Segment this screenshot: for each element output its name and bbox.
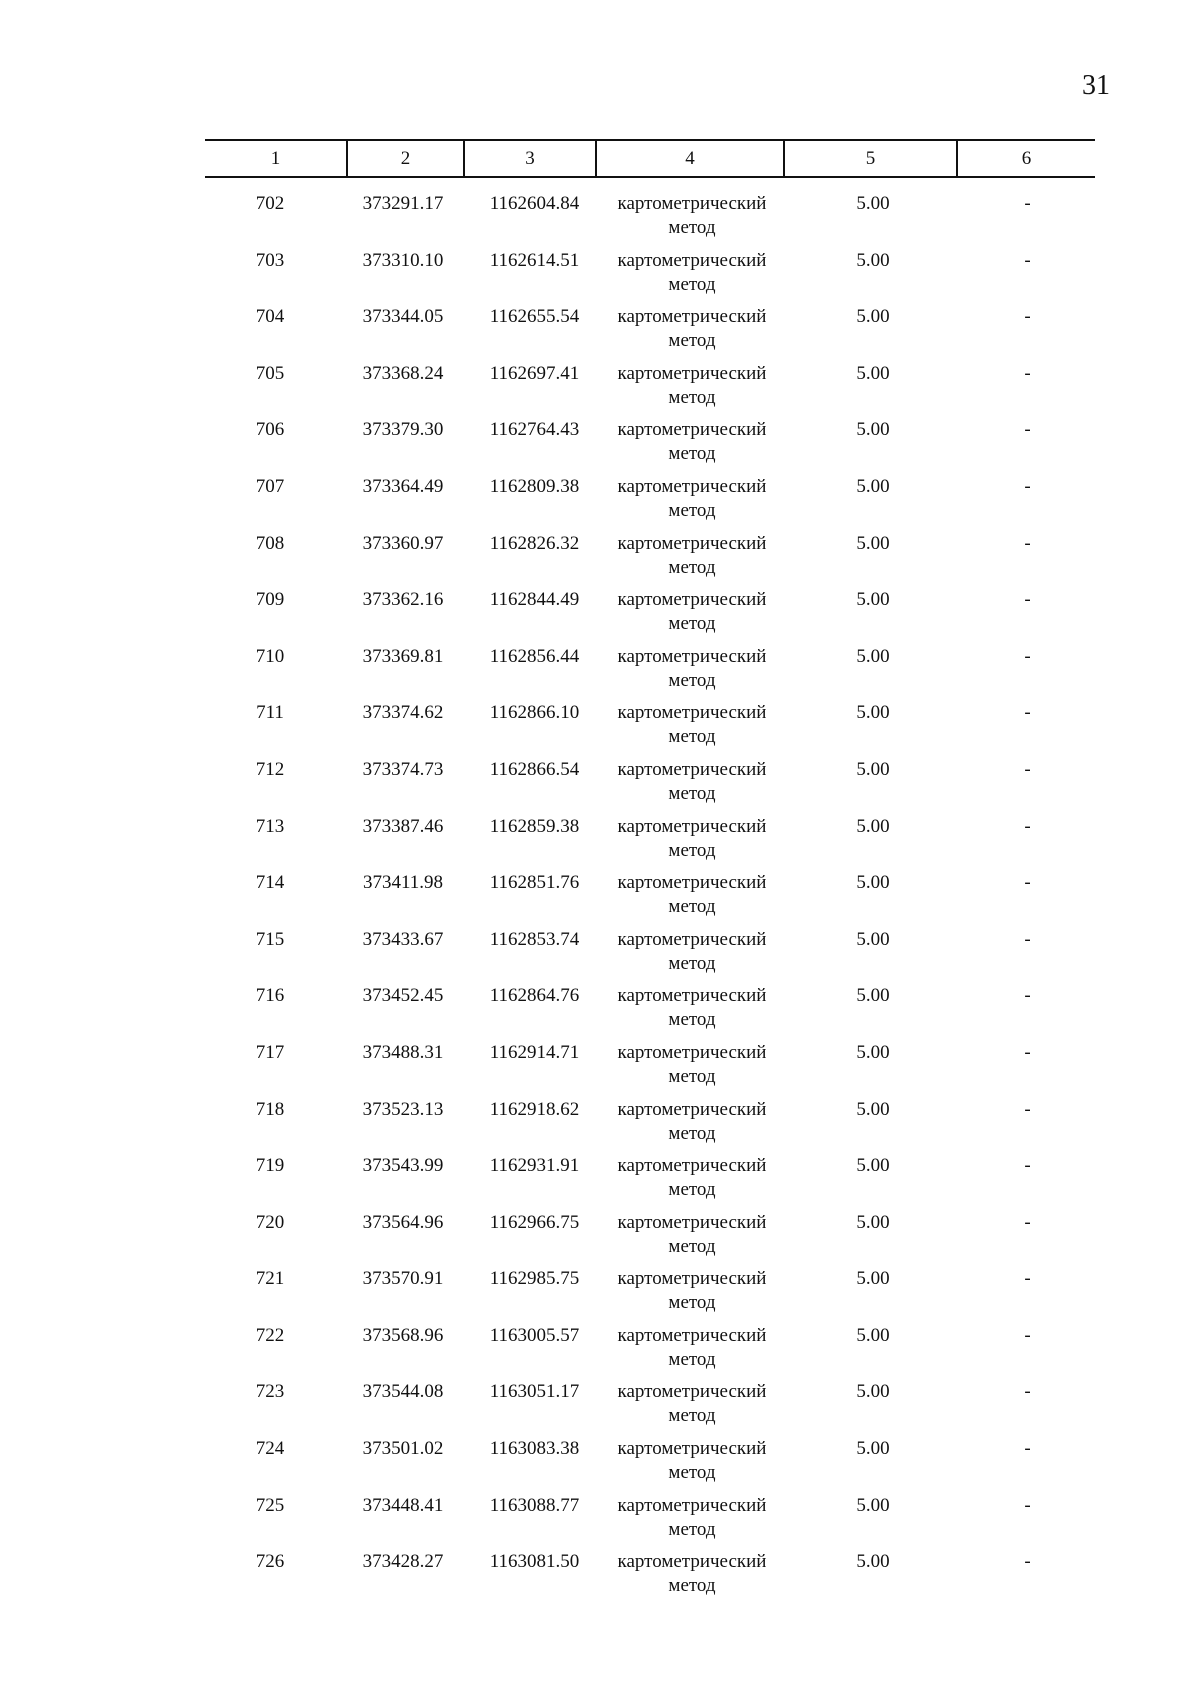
table-row (205, 815, 1095, 872)
table-row (205, 1550, 1095, 1607)
y-coordinate-cell: 1162614.51 (489, 249, 580, 271)
note-cell: - (1024, 758, 1031, 780)
method-line: метод (668, 1235, 716, 1257)
header-col-5: 5 (865, 148, 876, 169)
point-number-cell: 702 (255, 193, 285, 214)
x-coordinate-cell: 373543.99 (362, 1155, 444, 1177)
table-row (205, 1494, 1095, 1551)
method-line: метод (668, 217, 716, 238)
point-number-cell: 706 (255, 419, 285, 441)
method-line: метод (668, 1575, 716, 1597)
y-coordinate-cell: 1162764.43 (489, 419, 580, 441)
x-coordinate-cell: 373501.02 (362, 1438, 444, 1460)
method-line: картометрический (617, 985, 767, 1007)
point-number-cell: 721 (255, 1268, 285, 1290)
point-number-cell: 713 (255, 815, 285, 837)
method-cell (598, 928, 786, 976)
y-coordinate-cell: 1163083.38 (489, 1438, 580, 1460)
method-line: картометрический (617, 362, 767, 384)
table-row (205, 305, 1095, 362)
note-cell: - (1024, 1155, 1031, 1177)
point-number-cell: 711 (256, 702, 284, 724)
method-cell (598, 362, 786, 410)
method-cell (598, 1324, 786, 1372)
y-coordinate-cell: 1162931.91 (489, 1155, 580, 1177)
accuracy-cell: 5.00 (856, 815, 890, 837)
x-coordinate-cell: 373448.41 (362, 1494, 444, 1516)
note-cell: - (1024, 815, 1031, 837)
point-number-cell: 714 (255, 872, 285, 894)
accuracy-cell: 5.00 (856, 1551, 890, 1573)
method-cell (598, 984, 786, 1032)
y-coordinate-cell: 1162844.49 (489, 589, 580, 611)
method-line: метод (668, 1065, 716, 1087)
method-line: метод (668, 443, 716, 465)
x-coordinate-cell: 373291.17 (362, 193, 444, 214)
method-cell (598, 588, 786, 636)
accuracy-cell: 5.00 (856, 249, 890, 271)
note-cell: - (1024, 928, 1031, 950)
y-coordinate-cell: 1162918.62 (489, 1098, 580, 1120)
method-cell (598, 1267, 786, 1315)
x-coordinate-cell: 373379.30 (362, 419, 444, 441)
header-col-2: 2 (400, 148, 411, 169)
method-line: метод (668, 273, 716, 295)
method-line: картометрический (617, 1551, 767, 1573)
y-coordinate-cell: 1163081.50 (489, 1551, 580, 1573)
method-line: картометрический (617, 758, 767, 780)
method-line: картометрический (617, 193, 767, 214)
accuracy-cell: 5.00 (856, 1324, 890, 1346)
note-cell: - (1024, 1438, 1031, 1460)
method-line: картометрический (617, 1041, 767, 1063)
method-line: картометрический (617, 1098, 767, 1120)
x-coordinate-cell: 373387.46 (362, 815, 444, 837)
point-number-cell: 715 (255, 928, 285, 950)
method-line: картометрический (617, 1155, 767, 1177)
accuracy-cell: 5.00 (856, 702, 890, 724)
method-cell (598, 1380, 786, 1428)
method-line: метод (668, 1009, 716, 1031)
table-row (205, 984, 1095, 1041)
note-cell: - (1024, 1551, 1031, 1573)
accuracy-cell: 5.00 (856, 475, 890, 497)
table-row (205, 1211, 1095, 1268)
y-coordinate-cell: 1162826.32 (489, 532, 580, 554)
x-coordinate-cell: 373433.67 (362, 928, 444, 950)
method-cell (598, 701, 786, 749)
point-number-cell: 717 (255, 1041, 285, 1063)
method-line: картометрический (617, 589, 767, 611)
table-row (205, 1154, 1095, 1211)
header-col-4: 4 (685, 148, 695, 169)
point-number-cell: 709 (255, 589, 285, 611)
y-coordinate-cell: 1162914.71 (489, 1041, 580, 1063)
accuracy-cell: 5.00 (856, 1494, 890, 1516)
method-line: метод (668, 1348, 716, 1370)
method-line: картометрический (617, 1494, 767, 1516)
note-cell: - (1024, 306, 1031, 328)
method-line: метод (668, 839, 716, 861)
accuracy-cell: 5.00 (856, 1041, 890, 1063)
accuracy-cell: 5.00 (856, 985, 890, 1007)
method-line: метод (668, 669, 716, 691)
x-coordinate-cell: 373564.96 (362, 1211, 444, 1233)
method-line: картометрический (617, 1211, 767, 1233)
y-coordinate-cell: 1162985.75 (489, 1268, 580, 1290)
accuracy-cell: 5.00 (856, 589, 890, 611)
x-coordinate-cell: 373488.31 (362, 1041, 444, 1063)
y-coordinate-cell: 1162697.41 (489, 362, 580, 384)
method-line: метод (668, 330, 716, 352)
method-cell (598, 758, 786, 806)
x-coordinate-cell: 373369.81 (362, 645, 444, 667)
method-cell (598, 475, 786, 523)
x-coordinate-cell: 373452.45 (362, 985, 444, 1007)
table-row (205, 1380, 1095, 1437)
point-number-cell: 718 (255, 1098, 285, 1120)
table-row (205, 418, 1095, 475)
point-number-cell: 719 (255, 1155, 285, 1177)
table-row (205, 928, 1095, 985)
note-cell: - (1024, 362, 1031, 384)
table-row (205, 871, 1095, 928)
note-cell: - (1024, 475, 1031, 497)
method-line: картометрический (617, 928, 767, 950)
method-line: метод (668, 782, 716, 804)
x-coordinate-cell: 373411.98 (362, 872, 444, 894)
accuracy-cell: 5.00 (856, 1268, 890, 1290)
accuracy-cell: 5.00 (856, 532, 890, 554)
note-cell: - (1024, 419, 1031, 441)
accuracy-cell: 5.00 (856, 758, 890, 780)
method-cell (598, 1211, 786, 1259)
method-cell (598, 1550, 786, 1598)
x-coordinate-cell: 373360.97 (362, 532, 444, 554)
method-line: картометрический (617, 872, 767, 894)
point-number-cell: 716 (255, 985, 285, 1007)
x-coordinate-cell: 373368.24 (362, 362, 444, 384)
note-cell: - (1024, 589, 1031, 611)
y-coordinate-cell: 1162866.54 (489, 758, 580, 780)
point-number-cell: 705 (255, 362, 285, 384)
method-cell (598, 1437, 786, 1485)
point-number-cell: 725 (255, 1494, 285, 1516)
method-line: картометрический (617, 1438, 767, 1460)
method-cell (598, 1041, 786, 1089)
table-row (205, 192, 1095, 249)
header-col-1: 1 (270, 148, 281, 169)
point-number-cell: 703 (255, 249, 285, 271)
accuracy-cell: 5.00 (856, 419, 890, 441)
note-cell: - (1024, 645, 1031, 667)
x-coordinate-cell: 373374.73 (362, 758, 444, 780)
point-number-cell: 708 (255, 532, 285, 554)
method-line: картометрический (617, 1381, 767, 1403)
method-cell (598, 1494, 786, 1542)
note-cell: - (1024, 193, 1031, 214)
method-cell (598, 249, 786, 297)
y-coordinate-cell: 1162856.44 (489, 645, 580, 667)
method-line: картометрический (617, 475, 767, 497)
method-line: картометрический (617, 815, 767, 837)
page-number: 31 (1082, 70, 1110, 101)
note-cell: - (1024, 1041, 1031, 1063)
method-line: картометрический (617, 306, 767, 328)
x-coordinate-cell: 373523.13 (362, 1098, 444, 1120)
point-number-cell: 726 (255, 1551, 285, 1573)
method-line: метод (668, 613, 716, 635)
y-coordinate-cell: 1163051.17 (489, 1381, 580, 1403)
x-coordinate-cell: 373362.16 (362, 589, 444, 611)
x-coordinate-cell: 373310.10 (362, 249, 444, 271)
table-row (205, 701, 1095, 758)
note-cell: - (1024, 1211, 1031, 1233)
y-coordinate-cell: 1162866.10 (489, 702, 580, 724)
note-cell: - (1024, 1494, 1031, 1516)
x-coordinate-cell: 373428.27 (362, 1551, 444, 1573)
accuracy-cell: 5.00 (856, 193, 890, 214)
point-number-cell: 710 (255, 645, 285, 667)
method-line: картометрический (617, 645, 767, 667)
table-row (205, 1267, 1095, 1324)
point-number-cell: 707 (255, 475, 285, 497)
accuracy-cell: 5.00 (856, 872, 890, 894)
x-coordinate-cell: 373570.91 (362, 1268, 444, 1290)
y-coordinate-cell: 1162604.84 (489, 193, 580, 214)
point-number-cell: 723 (255, 1381, 285, 1403)
y-coordinate-cell: 1162864.76 (489, 985, 580, 1007)
point-number-cell: 722 (255, 1324, 285, 1346)
header-col-6: 6 (1021, 148, 1032, 169)
method-cell (598, 305, 786, 353)
table-row (205, 475, 1095, 532)
y-coordinate-cell: 1162859.38 (489, 815, 580, 837)
method-cell (598, 815, 786, 863)
x-coordinate-cell: 373364.49 (362, 475, 444, 497)
method-line: картометрический (617, 1324, 767, 1346)
table-row (205, 532, 1095, 589)
point-number-cell: 720 (255, 1211, 285, 1233)
method-line: метод (668, 386, 716, 408)
method-line: метод (668, 726, 716, 748)
point-number-cell: 724 (255, 1438, 285, 1460)
table-row (205, 1041, 1095, 1098)
method-cell (598, 871, 786, 919)
method-line: метод (668, 1292, 716, 1314)
table-row (205, 645, 1095, 702)
method-cell (598, 1098, 786, 1146)
accuracy-cell: 5.00 (856, 645, 890, 667)
method-line: метод (668, 499, 716, 521)
method-cell (598, 532, 786, 580)
method-cell (598, 1154, 786, 1202)
table-row (205, 362, 1095, 419)
note-cell: - (1024, 1381, 1031, 1403)
accuracy-cell: 5.00 (856, 1381, 890, 1403)
method-line: картометрический (617, 419, 767, 441)
accuracy-cell: 5.00 (856, 1438, 890, 1460)
note-cell: - (1024, 1268, 1031, 1290)
method-line: метод (668, 1518, 716, 1540)
table-header (205, 139, 1095, 178)
table-body (205, 192, 1095, 1607)
method-cell (598, 645, 786, 693)
y-coordinate-cell: 1162851.76 (489, 872, 580, 894)
table-row (205, 1437, 1095, 1494)
method-line: картометрический (617, 702, 767, 724)
note-cell: - (1024, 985, 1031, 1007)
accuracy-cell: 5.00 (856, 1155, 890, 1177)
method-cell (598, 192, 786, 240)
point-number-cell: 712 (255, 758, 285, 780)
y-coordinate-cell: 1162655.54 (489, 306, 580, 328)
method-line: метод (668, 1462, 716, 1484)
accuracy-cell: 5.00 (856, 362, 890, 384)
accuracy-cell: 5.00 (856, 928, 890, 950)
table-row (205, 1098, 1095, 1155)
y-coordinate-cell: 1162966.75 (489, 1211, 580, 1233)
method-line: картометрический (617, 532, 767, 554)
y-coordinate-cell: 1162809.38 (489, 475, 580, 497)
note-cell: - (1024, 249, 1031, 271)
table-row (205, 758, 1095, 815)
x-coordinate-cell: 373568.96 (362, 1324, 444, 1346)
method-line: метод (668, 952, 716, 974)
y-coordinate-cell: 1162853.74 (489, 928, 580, 950)
method-line: картометрический (617, 1268, 767, 1290)
method-line: метод (668, 896, 716, 918)
y-coordinate-cell: 1163005.57 (489, 1324, 580, 1346)
method-line: метод (668, 1179, 716, 1201)
method-line: метод (668, 1122, 716, 1144)
x-coordinate-cell: 373544.08 (362, 1381, 444, 1403)
note-cell: - (1024, 1098, 1031, 1120)
point-number-cell: 704 (255, 306, 285, 328)
method-cell (598, 418, 786, 466)
y-coordinate-cell: 1163088.77 (489, 1494, 580, 1516)
table-row (205, 249, 1095, 306)
table-row (205, 1324, 1095, 1381)
table-row (205, 588, 1095, 645)
method-line: картометрический (617, 249, 767, 271)
accuracy-cell: 5.00 (856, 306, 890, 328)
x-coordinate-cell: 373374.62 (362, 702, 444, 724)
note-cell: - (1024, 872, 1031, 894)
accuracy-cell: 5.00 (856, 1098, 890, 1120)
note-cell: - (1024, 702, 1031, 724)
x-coordinate-cell: 373344.05 (362, 306, 444, 328)
method-line: метод (668, 1405, 716, 1427)
note-cell: - (1024, 532, 1031, 554)
method-line: метод (668, 556, 716, 578)
header-col-3: 3 (525, 148, 535, 169)
note-cell: - (1024, 1324, 1031, 1346)
accuracy-cell: 5.00 (856, 1211, 890, 1233)
